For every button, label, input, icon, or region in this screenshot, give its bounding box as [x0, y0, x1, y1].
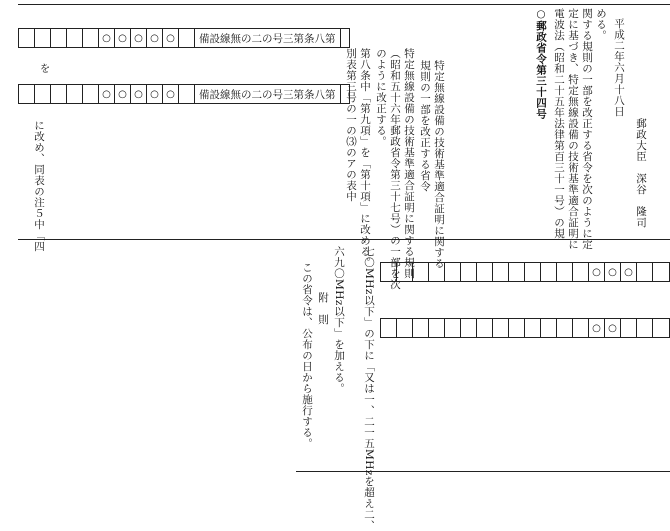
preamble-line-2: 定に基づき、特定無線設備の技術基準適合証明に	[567, 8, 579, 250]
preamble-line-1: 電波法（昭和二十五年法律第百三十一号）の規	[553, 8, 565, 239]
circle-mark: ○	[621, 263, 637, 281]
table-row-lower-2	[380, 318, 670, 338]
preamble-line-4: める。	[595, 8, 607, 41]
supplementary-provision-body: この省令は、公布の日から施行する。	[301, 262, 313, 449]
circle-mark: ○	[147, 29, 163, 47]
circle-mark: ○	[99, 29, 115, 47]
table-row-top	[18, 28, 350, 48]
circle-mark: ○	[589, 319, 605, 337]
amendment-body-2: （昭和五十六年郵政省令第三十七号）の一部を次	[389, 48, 401, 290]
ordinance-number: ○郵政省令第三十四号	[535, 8, 547, 120]
circle-mark: ○	[131, 85, 147, 103]
wo-particle: を	[40, 64, 50, 75]
amendment-body-3: のように改正する。	[375, 48, 387, 147]
supplementary-provision-title: 附 則	[317, 292, 329, 325]
circle-mark: ○	[163, 85, 179, 103]
table-middle-label: 備設線無の二の号三第条八第	[195, 85, 341, 103]
table-top-label: 備設線無の二の号三第条八第	[195, 29, 341, 47]
enactment-date: 平成二年六月十八日	[613, 18, 625, 117]
circle-mark: ○	[589, 263, 605, 281]
circle-mark: ○	[115, 85, 131, 103]
circle-mark: ○	[147, 85, 163, 103]
bottom-rule	[296, 471, 670, 472]
lower-amend-line-2: 六九〇MHz以下」を加える。	[333, 246, 345, 394]
ordinance-title-1: 特定無線設備の技術基準適合証明に関する	[433, 60, 445, 269]
circle-mark: ○	[163, 29, 179, 47]
amendment-body-1: 特定無線設備の技術基準適合証明に関する規則	[403, 48, 415, 279]
table-row-lower-1	[380, 262, 670, 282]
amendment-body-4: 第八条中「第九項」を「第十項」に改める。	[359, 48, 371, 268]
circle-mark: ○	[115, 29, 131, 47]
ordinance-title-2: 規則の一部を改正する省令	[419, 60, 431, 192]
table-row-middle	[18, 84, 350, 104]
amendment-body-5: 別表第三号の一の⑶のアの表中	[345, 48, 357, 202]
top-rule	[18, 4, 670, 5]
lower-amend-line-1: 七〇MHz以下」の下に「又は一、二一五MHzを超え二、	[363, 246, 375, 531]
circle-mark: ○	[99, 85, 115, 103]
circle-mark: ○	[131, 29, 147, 47]
preamble-line-3: 関する規則の一部を改正する省令を次のように定	[581, 8, 593, 250]
amend-note: に改め、同表の注５中「四	[33, 120, 45, 252]
circle-mark: ○	[605, 263, 621, 281]
circle-mark: ○	[605, 319, 621, 337]
minister-signature: 郵政大臣 深谷 隆司	[635, 118, 647, 228]
